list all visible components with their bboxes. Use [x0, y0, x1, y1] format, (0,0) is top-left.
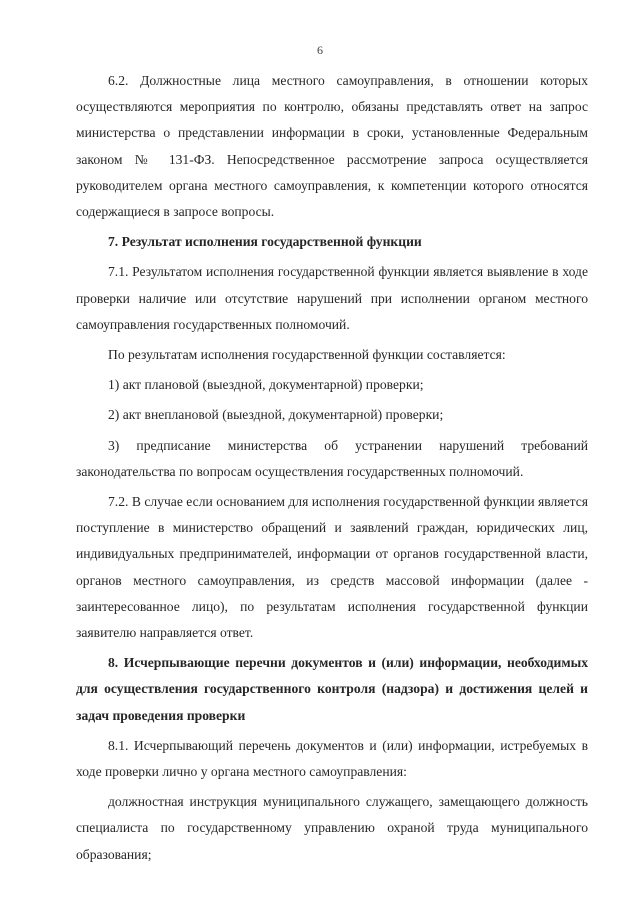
- paragraph-8-1-item: должностная инструкция муниципального служащего, замещающего должность специалиста по государственному управлению охраной труда муниципального образования;: [76, 794, 588, 862]
- paragraph-7-2: 7.2. В случае если основанием для исполнения государственной функции является поступление в министерство обращений и заявлений граждан, юридических лиц, индивидуальных предпринимателей, информации от органов государственной власти, органов местного самоуправления, из средств массовой информации (далее - заинтересованное лицо), по результатам исполнения государственной функции заявителю направляется ответ.: [76, 494, 588, 641]
- page-number: 6: [317, 43, 323, 57]
- list-item-1: 1) акт плановой (выездной, документарной) проверки;: [108, 377, 424, 393]
- paragraph-7-1: 7.1. Результатом исполнения государственной функции является выявление в ходе проверки наличие или отсутствие нарушений при исполнении органом местного самоуправления государственных полномочий.: [76, 264, 588, 332]
- section-8-heading: 8. Исчерпывающие перечни документов и (или) информации, необходимых для осуществления государственного контроля (надзора) и достижения целей и задач проведения проверки: [76, 655, 588, 723]
- document-body: [76, 68, 588, 868]
- paragraph-8-1: 8.1. Исчерпывающий перечень документов и (или) информации, истребуемых в ходе проверки лично у органа местного самоуправления:: [76, 737, 588, 780]
- list-item-2: 2) акт внеплановой (выездной, документарной) проверки;: [108, 407, 444, 423]
- section-7-heading: 7. Результат исполнения государственной функции: [108, 234, 422, 250]
- paragraph-results-intro: По результатам исполнения государственной функции составляется:: [108, 347, 506, 363]
- paragraph-6-2: 6.2. Должностные лица местного самоуправления, в отношении которых осуществляются мероприятия по контролю, обязаны представлять ответ на запрос министерства о представлении информации в сроки, установленные Федеральным законом № 131-ФЗ. Непосредственное рассмотрение запроса осуществляется руководителем органа местного самоуправления, к компетенции которого относятся содержащиеся в запросе вопросы.: [76, 73, 588, 220]
- list-item-3: 3) предписание министерства об устранении нарушений требований законодательства по вопросам осуществления государственных полномочий.: [76, 437, 588, 479]
